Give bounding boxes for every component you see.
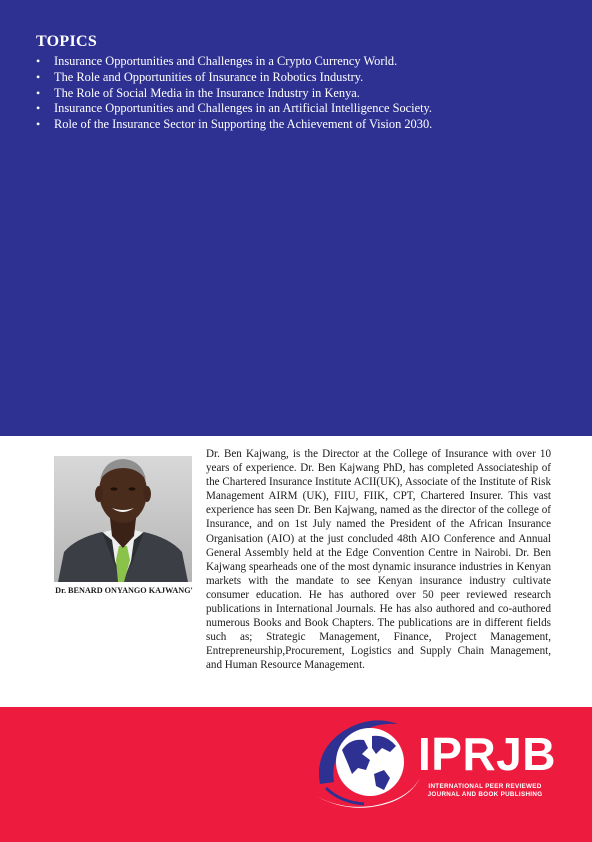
logo-wordmark: IPRJB xyxy=(418,728,556,780)
globe-logo-icon xyxy=(312,712,422,812)
author-bio: Dr. Ben Kajwang, is the Director at the College of Insurance with over 10 years of experience. Dr. Ben Kajwang PhD, has completed Associateship of the Chartered Insurance Institute ACII(UK), Associate of the Institute of Risk Management AIRM (UK), FIIU, FIIK, CPT, Chartered Insurer. This vast experience has seen Dr. Ben Kajwang, named as the director of the college of Insurance, and on 1st July named the President of the African Insurance Organisation (AIO) at the just concluded 48th AIO Conference and Annual General Assembly held at the Edge Convention Centre in Nairobi. Dr. Ben Kajwang spearheads one of the most dynamic insurance industries in Kenyan markets with the mandate to see Kenyan insurance industry cultivate consumer education. He has authored over 50 peer reviewed research publications in International Journals. He has also authored and co-authored numerous Books and Book Chapters. The publications are in different fields such as; Strategic Management, Finance, Project Management, Entrepreneurship,Procurement, Logistics and Supply Chain Management, and Human Resource Management. xyxy=(206,448,551,672)
author-caption: Dr. BENARD ONYANGO KAJWANG' xyxy=(55,586,193,595)
topic-item: • The Role of Social Media in the Insurance Industry in Kenya. xyxy=(36,86,576,102)
topic-item: • Insurance Opportunities and Challenges in an Artificial Intelligence Society. xyxy=(36,101,576,117)
topic-item: • Insurance Opportunities and Challenges in a Crypto Currency World. xyxy=(36,54,576,70)
topic-item: • The Role and Opportunities of Insurance in Robotics Industry. xyxy=(36,70,576,86)
author-photo xyxy=(54,456,192,582)
logo-tagline: INTERNATIONAL PEER REVIEWED JOURNAL AND BOOK PUBLISHING xyxy=(427,783,543,798)
topic-item: • Role of the Insurance Sector in Supporting the Achievement of Vision 2030. xyxy=(36,117,576,133)
topics-heading: TOPICS xyxy=(36,33,98,50)
topics-list xyxy=(36,54,576,133)
